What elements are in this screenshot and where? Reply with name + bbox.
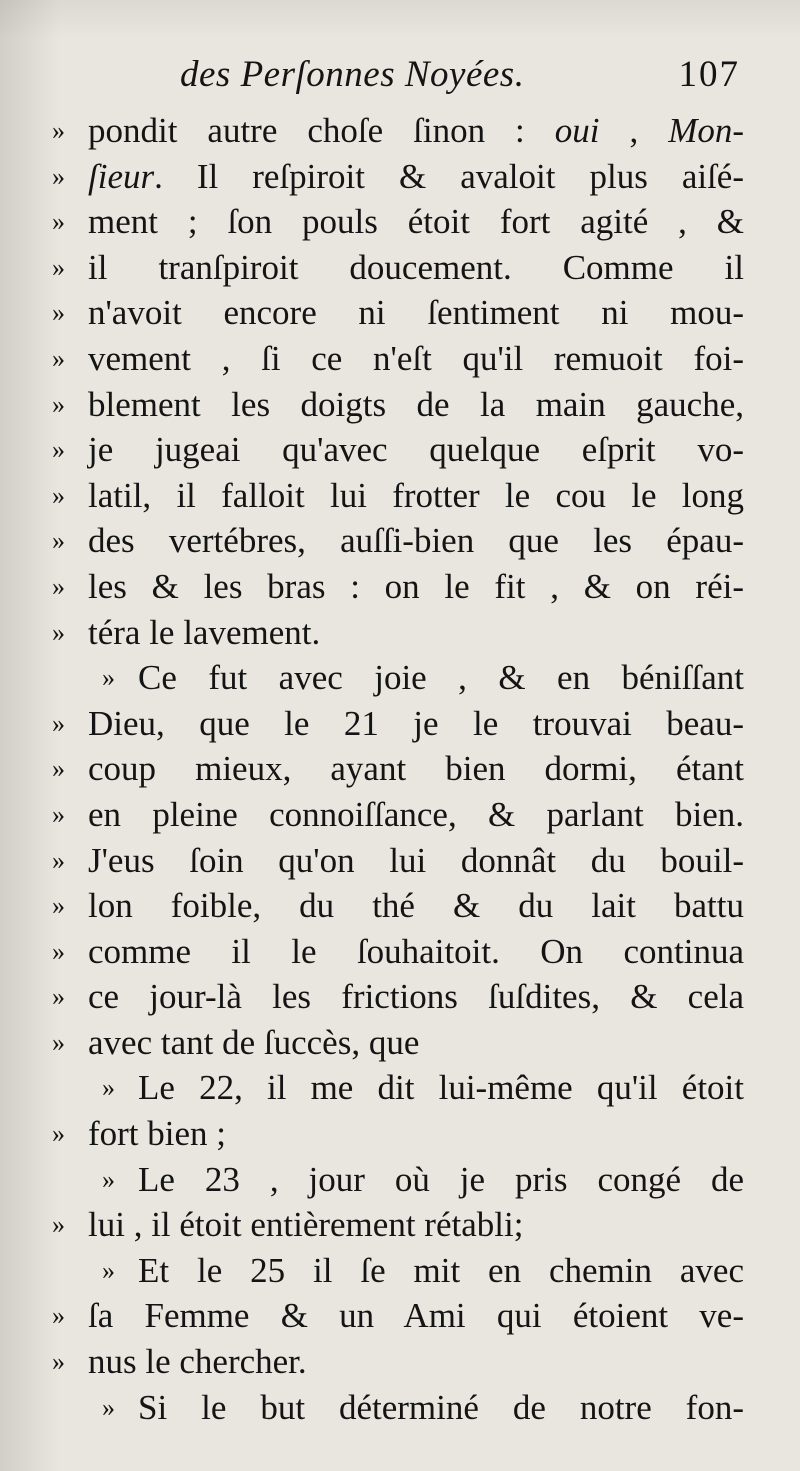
quotation-mark: » <box>52 298 65 328</box>
line-text <box>88 1293 744 1339</box>
text-run: lui , il étoit entièrement rétabli; <box>88 1205 524 1245</box>
quotation-mark: » <box>102 1392 115 1422</box>
text-line <box>52 1248 744 1294</box>
text-line <box>52 655 744 701</box>
text-line <box>52 336 744 382</box>
line-text <box>88 564 744 610</box>
text-line <box>52 974 744 1020</box>
text-line <box>52 473 744 519</box>
quotation-mark: » <box>52 891 65 921</box>
text-run: je jugeai qu'avec quelque eſprit vo- <box>88 430 744 470</box>
line-text <box>88 746 744 792</box>
text-line <box>52 1339 744 1385</box>
text-line <box>52 929 744 975</box>
quotation-mark: » <box>102 1255 115 1285</box>
line-text <box>88 974 744 1020</box>
text-line <box>52 290 744 336</box>
line-text <box>88 290 744 336</box>
line-text <box>88 382 744 428</box>
line-text <box>88 1339 744 1385</box>
text-body <box>52 108 744 1430</box>
text-run: des vertébres, auſſi-bien que les épau- <box>88 521 744 561</box>
text-run: Le 23 , jour où je pris congé de <box>138 1159 744 1199</box>
text-line <box>52 1020 744 1066</box>
text-line <box>52 1385 744 1431</box>
quotation-mark: » <box>52 1347 65 1377</box>
text-line <box>52 518 744 564</box>
line-text <box>138 1248 744 1294</box>
line-text <box>88 792 744 838</box>
line-text <box>88 1020 744 1066</box>
text-run: les & les bras : on le fit , & on réi- <box>88 566 744 606</box>
line-text <box>88 336 744 382</box>
line-text <box>88 610 744 656</box>
quotation-mark: » <box>52 389 65 419</box>
text-run: nus le chercher. <box>88 1342 307 1382</box>
text-line <box>52 1111 744 1157</box>
line-text <box>88 245 744 291</box>
line-text <box>88 701 744 747</box>
line-text <box>88 883 744 929</box>
text-line <box>52 701 744 747</box>
quotation-mark: » <box>52 1301 65 1331</box>
text-run: . Il reſpiroit & avaloit plus aiſé- <box>154 156 744 196</box>
line-text <box>88 473 744 519</box>
text-line <box>52 1293 744 1339</box>
text-run: ment ; ſon pouls étoit fort agité , & <box>88 202 744 242</box>
line-text <box>138 1385 744 1431</box>
text-line <box>52 382 744 428</box>
text-run: Ce fut avec joie , & en béniſſant <box>138 658 744 698</box>
text-run: lon foible, du thé & du lait battu <box>88 886 744 926</box>
text-run: Et le 25 il ſe mit en chemin avec <box>138 1250 744 1290</box>
line-text <box>88 838 744 884</box>
line-text <box>138 1065 744 1111</box>
text-line <box>52 108 744 154</box>
text-line <box>52 564 744 610</box>
quotation-mark: » <box>52 1119 65 1149</box>
text-run: téra le lavement. <box>88 612 321 652</box>
text-run: blement les doigts de la main gauche, <box>88 384 744 424</box>
quotation-mark: » <box>52 526 65 556</box>
text-line <box>52 154 744 200</box>
text-run: latil, il falloit lui frotter le cou le long <box>88 475 744 515</box>
quotation-mark: » <box>52 435 65 465</box>
quotation-mark: » <box>52 799 65 829</box>
line-text <box>88 1202 744 1248</box>
quotation-mark: » <box>102 1164 115 1194</box>
text-run: fort bien ; <box>88 1114 227 1154</box>
text-line <box>52 792 744 838</box>
quotation-mark: » <box>52 754 65 784</box>
line-text <box>88 518 744 564</box>
text-run: Le 22, il me dit lui-même qu'il étoit <box>138 1068 744 1108</box>
quotation-mark: » <box>52 982 65 1012</box>
line-text <box>88 427 744 473</box>
line-text <box>88 108 744 154</box>
quotation-mark: » <box>52 207 65 237</box>
text-run: vement , ſi ce n'eſt qu'il remuoit foi- <box>88 338 744 378</box>
quotation-mark: » <box>52 936 65 966</box>
text-run: J'eus ſoin qu'on lui donnât du bouil- <box>88 840 744 880</box>
quotation-mark: » <box>52 1210 65 1240</box>
quotation-mark: » <box>102 663 115 693</box>
text-line <box>52 1157 744 1203</box>
page-number: 107 <box>678 54 740 95</box>
line-text <box>88 929 744 975</box>
line-text <box>88 199 744 245</box>
text-run: ſa Femme & un Ami qui étoient ve- <box>88 1296 744 1336</box>
italic-text: ſieur <box>88 156 155 196</box>
running-head <box>180 52 740 98</box>
quotation-mark: » <box>52 708 65 738</box>
quotation-mark: » <box>52 845 65 875</box>
text-run: coup mieux, ayant bien dormi, étant <box>88 749 744 789</box>
text-line <box>52 245 744 291</box>
italic-text: oui <box>554 111 600 150</box>
quotation-mark: » <box>52 161 65 191</box>
text-line <box>52 838 744 884</box>
text-line <box>52 883 744 929</box>
quotation-mark: » <box>52 480 65 510</box>
text-line <box>52 1202 744 1248</box>
text-line <box>52 746 744 792</box>
quotation-mark: » <box>52 1027 65 1057</box>
text-run: Si le but déterminé de notre fon- <box>138 1387 744 1427</box>
text-run: avec tant de ſuccès, que <box>88 1022 420 1062</box>
text-run: en pleine connoiſſance, & parlant bien. <box>88 794 744 834</box>
text-run: il tranſpiroit doucement. Comme il <box>88 247 744 287</box>
text-run: n'avoit encore ni ſentiment ni mou- <box>88 293 744 333</box>
line-text <box>138 1157 744 1203</box>
quotation-mark: » <box>52 343 65 373</box>
text-run: Dieu, que le 21 je le trouvai beau- <box>88 703 744 743</box>
text-line <box>52 427 744 473</box>
line-text <box>88 1111 744 1157</box>
text-run: pondit autre choſe ſinon : <box>88 111 555 150</box>
line-text <box>88 154 744 200</box>
text-run: , <box>599 111 669 150</box>
quotation-mark: » <box>52 571 65 601</box>
text-line <box>52 199 744 245</box>
running-title: des Perſonnes Noyées. <box>180 54 525 95</box>
quotation-mark: » <box>52 617 65 647</box>
text-line <box>52 1065 744 1111</box>
quotation-mark: » <box>52 252 65 282</box>
line-text <box>138 655 744 701</box>
quotation-mark: » <box>52 116 65 145</box>
text-line <box>52 610 744 656</box>
text-run: ce jour-là les frictions ſuſdites, & cela <box>88 977 744 1017</box>
italic-text: Mon- <box>668 111 744 150</box>
text-run: comme il le ſouhaitoit. On continua <box>88 931 744 971</box>
quotation-mark: » <box>102 1073 115 1103</box>
